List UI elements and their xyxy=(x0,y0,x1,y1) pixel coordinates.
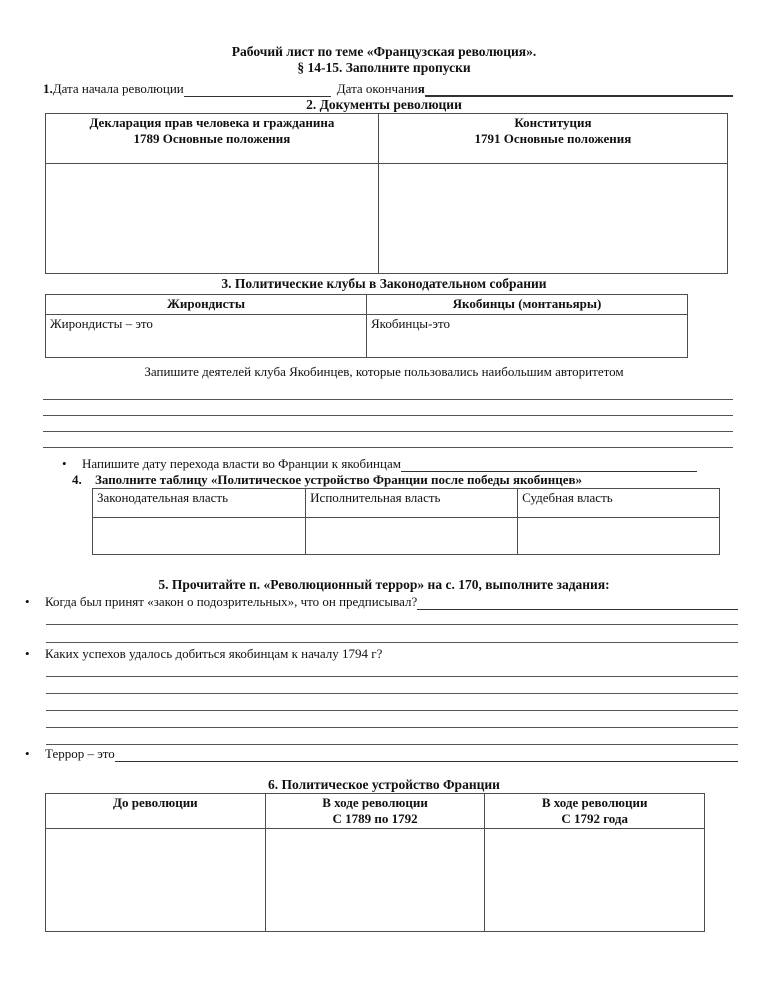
jacobin-successes-question: Каких успехов удалось добиться якобинцам к началу 1794 г? xyxy=(45,646,383,661)
during-1789-1792-answer-cell xyxy=(265,829,485,932)
start-date-blank xyxy=(184,83,331,97)
page-subtitle: § 14-15. Заполните пропуски xyxy=(297,60,471,75)
section-3-heading: 3. Политические клубы в Законодательном собрании xyxy=(221,276,547,291)
question-1-number: 1. xyxy=(43,81,53,96)
during-1789-1792-line1: В ходе революции xyxy=(322,795,428,810)
before-revolution-answer-cell xyxy=(46,829,266,932)
jacobin-government-table xyxy=(92,488,720,555)
writing-line xyxy=(43,400,733,416)
jacobin-government-header-row xyxy=(93,489,720,518)
since-1792-answer-cell xyxy=(485,829,705,932)
constitution-header-line2: 1791 Основные положения xyxy=(474,131,632,146)
executive-header-cell: Исполнительная власть xyxy=(306,489,518,518)
writing-line xyxy=(46,728,738,745)
bullet-icon: • xyxy=(25,746,30,761)
political-structure-header-row xyxy=(46,794,705,829)
power-transfer-prompt: Напишите дату перехода власти во Франции к якобинцам xyxy=(82,456,401,471)
clubs-table-body-row xyxy=(46,315,688,358)
page-title: Рабочий лист по теме «Французская революция». xyxy=(231,44,537,59)
suspects-law-blank xyxy=(417,596,738,610)
clubs-table xyxy=(45,294,688,358)
writing-line xyxy=(43,416,733,432)
legislative-answer-cell xyxy=(93,518,306,555)
jacobins-leaders-prompt: Запишите деятелей клуба Якобинцев, которые пользовались наибольшим авторитетом xyxy=(144,364,624,379)
documents-table xyxy=(45,113,728,274)
power-transfer-blank xyxy=(401,458,697,472)
legislative-header-cell: Законодательная власть xyxy=(93,489,306,518)
constitution-answer-cell xyxy=(378,164,727,274)
writing-line xyxy=(46,610,738,625)
declaration-header-line2: 1789 Основные положения xyxy=(133,131,291,146)
writing-line xyxy=(46,662,738,677)
suspects-law-bullet xyxy=(25,594,738,610)
judicial-answer-cell xyxy=(518,518,720,555)
writing-lines-block-3 xyxy=(46,662,738,745)
constitution-header-line1: Конституция xyxy=(514,115,592,130)
section-4-number: 4. xyxy=(72,472,82,487)
bullet-icon: • xyxy=(25,594,30,609)
jacobin-successes-bullet xyxy=(25,646,738,662)
documents-table-header-constitution xyxy=(378,114,727,164)
section-4-heading-row xyxy=(72,472,768,488)
question-1-label-end-bold: я xyxy=(417,81,425,96)
jacobin-government-body-row xyxy=(93,518,720,555)
clubs-table-header-row xyxy=(46,295,688,315)
section-6-heading: 6. Политическое устройство Франции xyxy=(268,777,500,792)
jacobins-header-cell: Якобинцы (монтаньяры) xyxy=(367,295,688,315)
during-1789-1792-header-cell xyxy=(265,794,485,829)
girondins-definition-cell: Жирондисты – это xyxy=(46,315,367,358)
political-structure-body-row xyxy=(46,829,705,932)
question-1-label-start: Дата начала революции xyxy=(52,81,184,96)
bullet-icon: • xyxy=(62,456,67,471)
documents-table-header-row xyxy=(46,114,728,164)
writing-line xyxy=(46,711,738,728)
judicial-header-cell: Судебная власть xyxy=(518,489,720,518)
power-transfer-bullet xyxy=(62,456,697,472)
jacobins-definition-cell: Якобинцы-это xyxy=(367,315,688,358)
since-1792-line2: С 1792 года xyxy=(561,811,628,826)
declaration-header-line1: Декларация прав человека и гражданина xyxy=(89,115,335,130)
writing-line xyxy=(43,384,733,400)
writing-lines-block-1 xyxy=(43,384,733,448)
writing-line xyxy=(43,432,733,448)
declaration-answer-cell xyxy=(46,164,379,274)
during-1789-1792-line2: С 1789 по 1792 xyxy=(332,811,418,826)
girondins-header-cell: Жирондисты xyxy=(46,295,367,315)
end-date-blank xyxy=(425,82,733,97)
writing-lines-block-2 xyxy=(46,610,738,643)
section-5-heading: 5. Прочитайте п. «Революционный террор» на с. 170, выполните задания: xyxy=(158,577,610,592)
documents-table-header-declaration xyxy=(46,114,379,164)
terror-definition-bullet xyxy=(25,746,738,762)
terror-definition-blank xyxy=(115,748,738,762)
bullet-icon: • xyxy=(25,646,30,661)
political-structure-table xyxy=(45,793,705,932)
since-1792-line1: В ходе революции xyxy=(541,795,648,810)
suspects-law-question: Когда был принят «закон о подозрительных», что он предписывал? xyxy=(45,594,418,609)
question-1-line xyxy=(43,81,733,97)
since-1792-header-cell xyxy=(485,794,705,829)
question-1-label-end: Дата окончани xyxy=(336,81,418,96)
before-revolution-line1: До революции xyxy=(113,795,198,810)
writing-line xyxy=(46,625,738,643)
writing-line xyxy=(46,694,738,711)
section-4-heading: Заполните таблицу «Политическое устройство Франции после победы якобинцев» xyxy=(95,472,583,487)
section-2-heading: 2. Документы революции xyxy=(306,97,462,112)
writing-line xyxy=(46,677,738,694)
before-revolution-header-cell xyxy=(46,794,266,829)
documents-table-body-row xyxy=(46,164,728,274)
terror-definition-label: Террор – это xyxy=(45,746,115,761)
executive-answer-cell xyxy=(306,518,518,555)
